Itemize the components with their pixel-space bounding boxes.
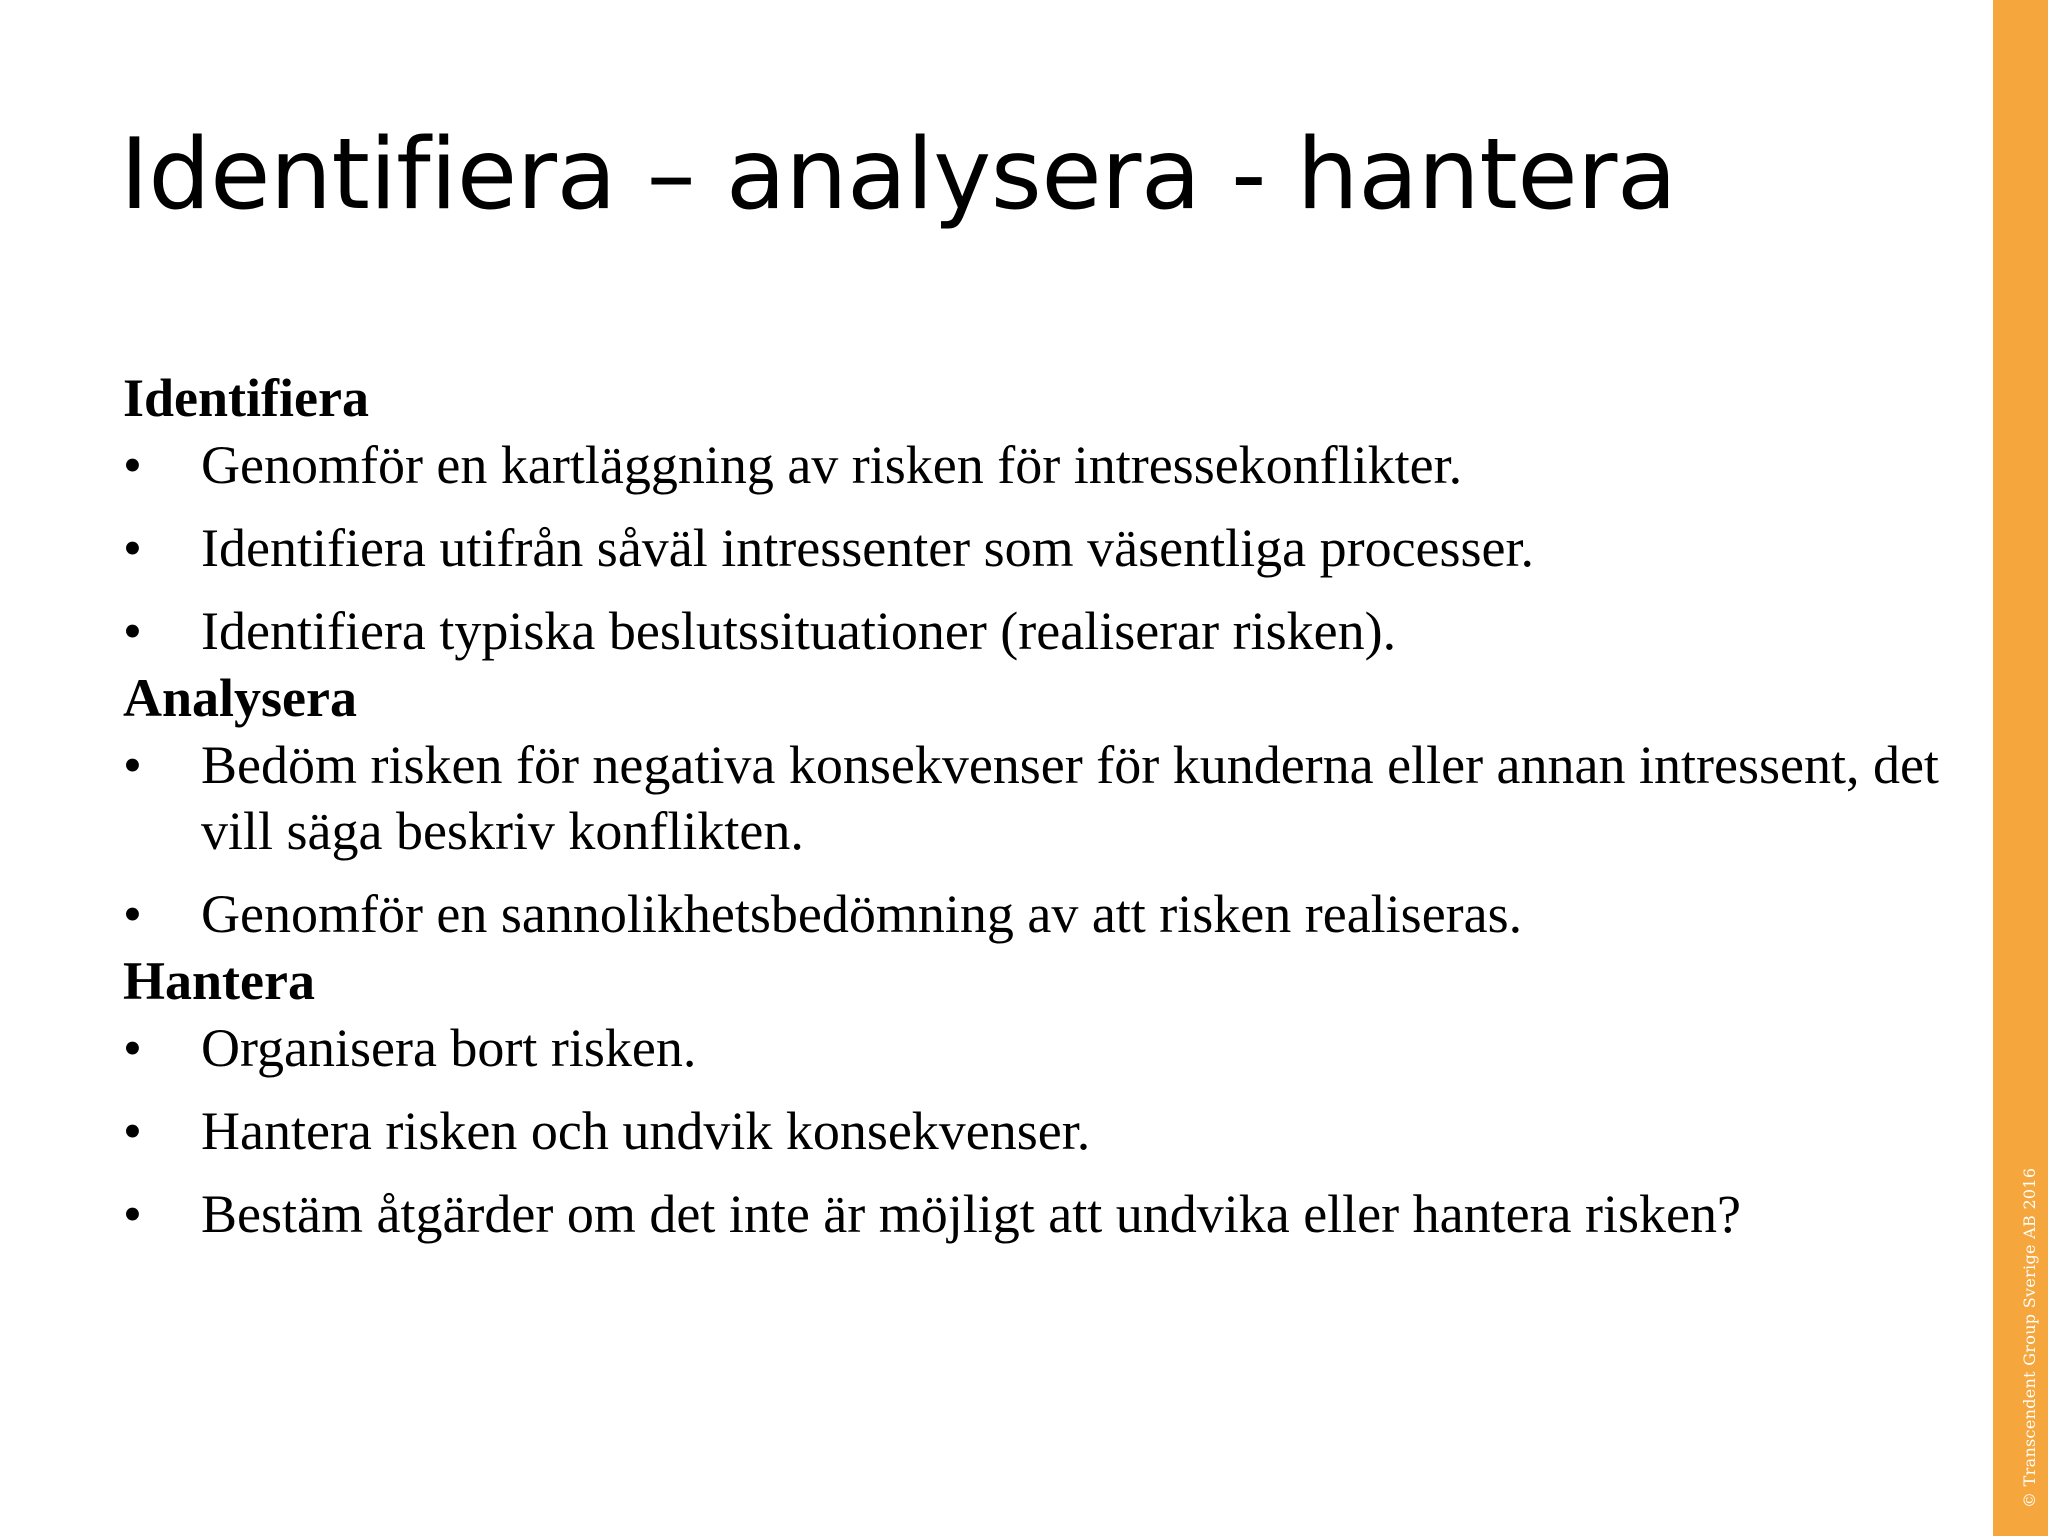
- section-hantera: [123, 947, 1963, 1247]
- bullet-text: Hantera risken och undvik konsekvenser.: [201, 1101, 1091, 1161]
- section-identifiera: [123, 364, 1963, 664]
- section-heading: Hantera: [123, 951, 315, 1011]
- bullet-text: Genomför en sannolikhetsbedömning av att risken realiseras.: [201, 884, 1523, 944]
- bullet-icon: •: [123, 1101, 142, 1161]
- bullet-text: Genomför en kartläggning av risken för intressekonflikter.: [201, 435, 1463, 495]
- bullet-icon: •: [123, 735, 142, 795]
- bullet-text: Identifiera utifrån såväl intressenter som väsentliga processer.: [201, 518, 1535, 578]
- copyright-text: © Transcendent Group Sverige AB 2016: [2020, 1167, 2039, 1508]
- bullet-list: [123, 1015, 1963, 1247]
- slide-body: [123, 364, 1963, 1247]
- bullet-icon: •: [123, 601, 142, 661]
- bullet-icon: •: [123, 518, 142, 578]
- bullet-item: [123, 881, 1963, 947]
- bullet-item: [123, 1098, 1963, 1164]
- bullet-icon: •: [123, 884, 142, 944]
- bullet-item: [123, 1015, 1963, 1081]
- bullet-item: [123, 598, 1963, 664]
- bullet-list: [123, 432, 1963, 664]
- bullet-icon: •: [123, 435, 142, 495]
- bullet-icon: •: [123, 1184, 142, 1244]
- section-heading: Identifiera: [123, 368, 369, 428]
- bullet-item: [123, 1181, 1963, 1247]
- bullet-text: Bestäm åtgärder om det inte är möjligt att undvika eller hantera risken?: [201, 1184, 1741, 1244]
- bullet-text: Organisera bort risken.: [201, 1018, 697, 1078]
- bullet-item: [123, 515, 1963, 581]
- bullet-icon: •: [123, 1018, 142, 1078]
- bullet-text: Bedöm risken för negativa konsekvenser för kunderna eller annan intressent, det vill säga beskriv konflikten.: [201, 735, 1939, 861]
- bullet-list: [123, 732, 1963, 947]
- slide-title: Identifiera – analysera - hantera: [120, 118, 1677, 232]
- bullet-item: [123, 432, 1963, 498]
- section-heading: Analysera: [123, 668, 357, 728]
- section-analysera: [123, 664, 1963, 947]
- bullet-text: Identifiera typiska beslutssituationer (realiserar risken).: [201, 601, 1397, 661]
- bullet-item: [123, 732, 1963, 864]
